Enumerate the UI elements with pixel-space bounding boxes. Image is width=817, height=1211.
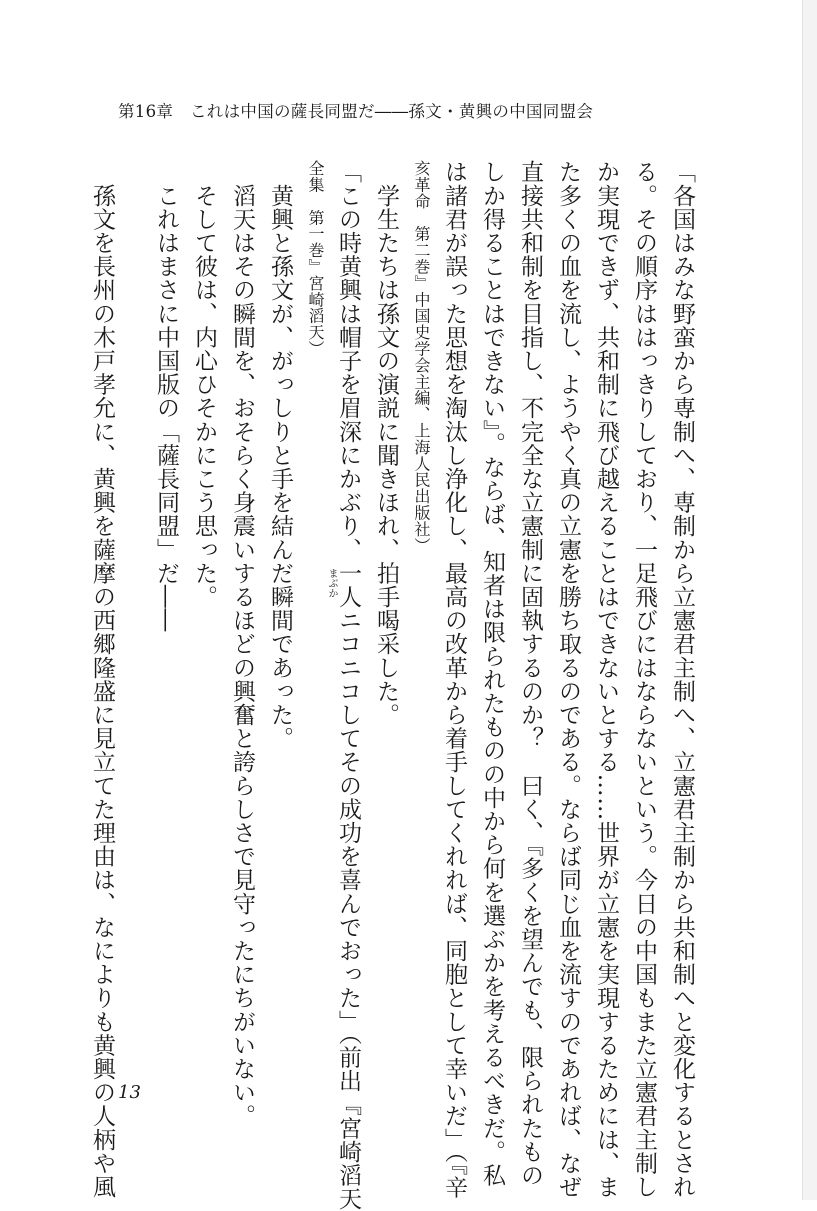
text-column: 滔天はその瞬間を、おそらく身震いするほどの興奮と誇らしさで見守ったにちがいない。 bbox=[229, 160, 255, 1128]
page-number: 13 bbox=[118, 1082, 141, 1103]
text-column: これはまさに中国版の「薩長同盟」だ―― bbox=[153, 160, 179, 632]
citation-column: 亥革命 第二巻』中国史学会主編、上海人民出版社） bbox=[412, 160, 431, 554]
text-column: 直接共和制を目指し、不完全な立憲制に固執するのか？ 曰く、『多くを望んでも、限られたもの bbox=[517, 160, 543, 1187]
running-head: 第16章 これは中国の薩長同盟だ――孫文・黄興の中国同盟会 bbox=[118, 102, 594, 121]
text-column: そして彼は、内心ひそかにこう思った。 bbox=[191, 160, 217, 609]
text-column: 「この時黄興は帽子を眉深にかぶり、一人ニコニコしてその成功を喜んでおった」（前出『宮崎滔天 bbox=[335, 160, 361, 1211]
page-edge bbox=[802, 0, 817, 1200]
text-column: 孫文を長州の木戸孝允に、黄興を薩摩の西郷隆盛に見立てた理由は、なによりも黄興の人柄や風 bbox=[89, 160, 115, 1199]
text-column: 黄興と孫文が、がっしりと手を結んだ瞬間であった。 bbox=[267, 160, 293, 750]
text-column: 学生たちは孫文の演説に聞きほれ、拍手喝采した。 bbox=[373, 160, 399, 727]
text-column: か実現できず、共和制に飛び越えることはできないとする……世界が立憲を実現するためには、ま bbox=[593, 160, 619, 1199]
text-column: た多くの血を流し、ようやく真の立憲を勝ち取るのである。ならば同じ血を流すのであれば、なぜ bbox=[555, 160, 581, 1199]
text-column: る。その順序ははっきりしており、一足飛びにはならないという。今日の中国もまた立憲君主制し bbox=[631, 160, 657, 1199]
text-column: しか得ることはできない』。ならば、知者は限られたものの中から何を選ぶかを考えるべきだ。私 bbox=[479, 160, 505, 1187]
citation-column: 全集 第一巻』宮崎滔天） bbox=[306, 160, 325, 357]
text-column: は諸君が誤った思想を淘汰し浄化し、最高の改革から着手してくれれば、同胞として幸いだ」（『辛 bbox=[441, 160, 467, 1199]
text-column: 「各国はみな野蛮から専制へ、専制から立憲君主制へ、立憲君主制から共和制へと変化するとされ bbox=[669, 160, 695, 1199]
ruby-reading: まぶか bbox=[326, 568, 337, 598]
